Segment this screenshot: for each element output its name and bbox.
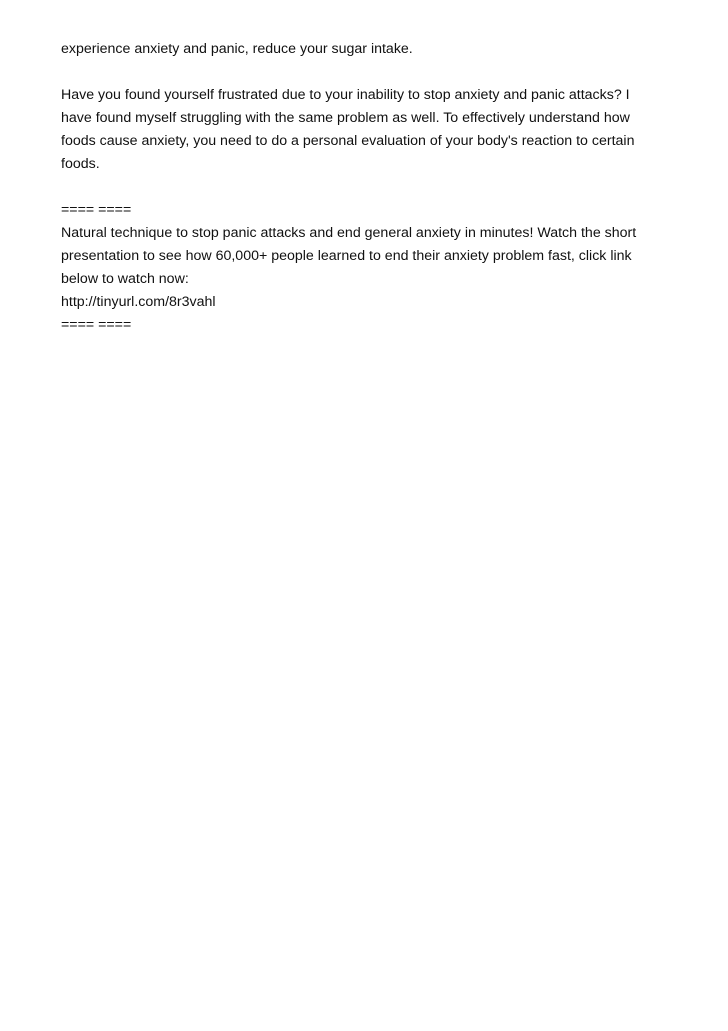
promo-line: presentation to see how 60,000+ people learned to end their anxiety problem fast, click link (61, 248, 632, 264)
paragraph-line: Have you found yourself frustrated due to your inability to stop anxiety and panic attacks? I (61, 87, 630, 103)
document-body (61, 38, 671, 337)
paragraph-line: experience anxiety and panic, reduce your sugar intake. (61, 41, 413, 57)
paragraph-spacer (61, 61, 671, 84)
promo-line: below to watch now: (61, 271, 189, 287)
promo-line: Natural technique to stop panic attacks and end general anxiety in minutes! Watch the short (61, 225, 637, 241)
separator-top: ==== ==== (61, 202, 132, 218)
promo-link[interactable]: http://tinyurl.com/8r3vahl (61, 294, 216, 310)
paragraph-line: foods cause anxiety, you need to do a personal evaluation of your body's reaction to certain (61, 133, 635, 149)
paragraph-spacer (61, 176, 671, 199)
paragraph-line: have found myself struggling with the same problem as well. To effectively understand how (61, 110, 630, 126)
separator-bottom: ==== ==== (61, 317, 132, 333)
paragraph-line: foods. (61, 156, 100, 172)
